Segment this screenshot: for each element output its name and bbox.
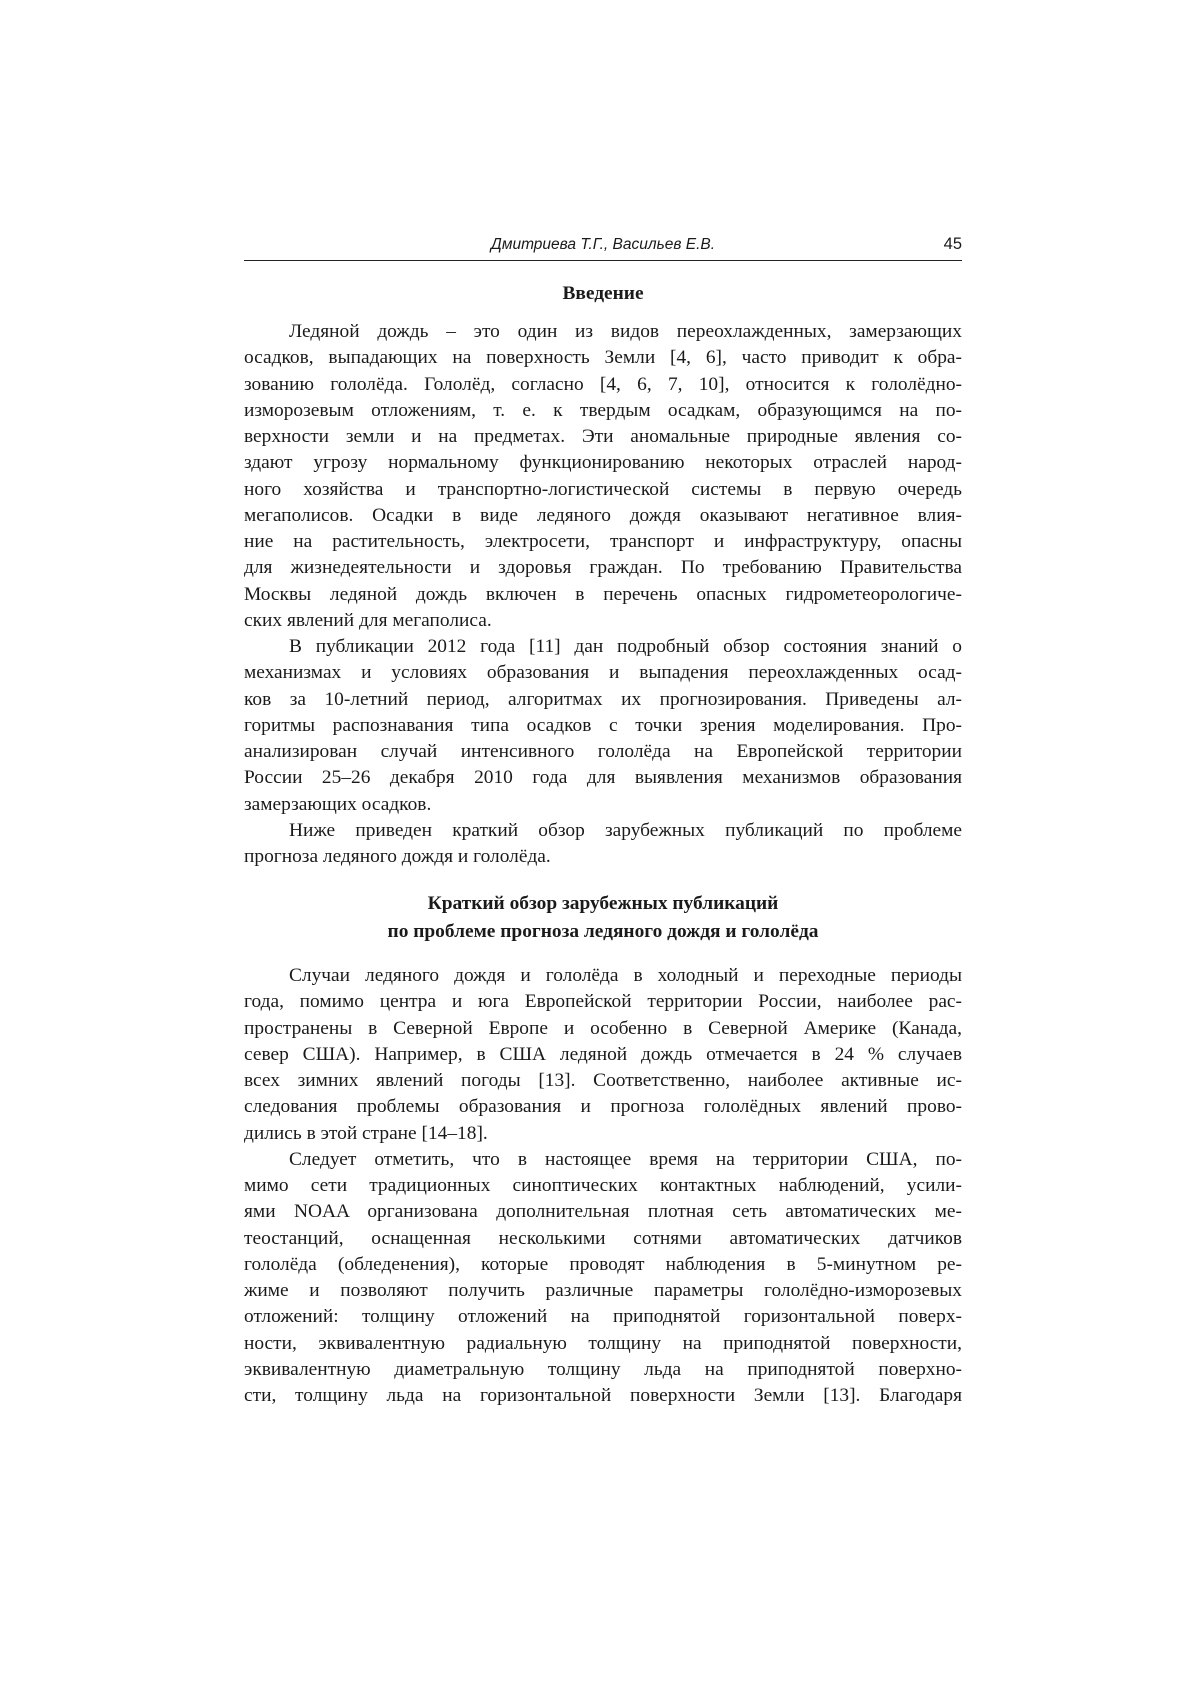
body-line: ских явлений для мегаполиса. bbox=[244, 609, 492, 631]
body-line: для жизнедеятельности и здоровья граждан. По требованию Правительства bbox=[244, 557, 962, 579]
body-line: теостанций, оснащенная несколькими сотнями автоматических датчиков bbox=[244, 1227, 962, 1249]
body-line: мимо сети традиционных синоптических контактных наблюдений, усили- bbox=[244, 1175, 962, 1196]
section-heading-review-line2: по проблеме прогноза ледяного дождя и гололёда bbox=[387, 921, 819, 942]
body-line: мегаполисов. Осадки в виде ледяного дождя оказывают негативное влия- bbox=[244, 504, 962, 526]
introduction-body bbox=[244, 319, 962, 870]
body-line: прогноза ледяного дождя и гололёда. bbox=[244, 846, 551, 867]
body-line: анализирован случай интенсивного гололёда на Европейской территории bbox=[244, 741, 962, 762]
body-line: жиме и позволяют получить различные параметры гололёдно-изморозевых bbox=[244, 1280, 962, 1301]
running-header bbox=[244, 234, 962, 261]
body-line: ями NOAA организована дополнительная плотная сеть автоматических ме- bbox=[244, 1201, 962, 1223]
running-header-authors: Дмитриева Т.Г., Васильев Е.В. bbox=[490, 236, 716, 253]
body-line: эквивалентную диаметральную толщину льда на приподнятой поверхно- bbox=[244, 1358, 962, 1380]
body-line: следования проблемы образования и прогноза гололёдных явлений прово- bbox=[244, 1096, 962, 1118]
body-line: механизмах и условиях образования и выпадения переохлажденных осад- bbox=[244, 662, 962, 684]
review-body bbox=[244, 963, 962, 1409]
body-line: осадков, выпадающих на поверхность Земли [4, 6], часто приводит к обра- bbox=[244, 347, 962, 369]
body-line: горитмы распознавания типа осадков с точки зрения моделирования. Про- bbox=[244, 714, 962, 736]
body-line: Ниже приведен краткий обзор зарубежных публикаций по проблеме bbox=[289, 819, 962, 841]
body-line: всех зимних явлений погоды [13]. Соответственно, наиболее активные ис- bbox=[244, 1070, 962, 1091]
body-line: гололёда (обледенения), которые проводят наблюдения в 5-минутном ре- bbox=[244, 1253, 962, 1275]
body-line: дились в этой стране [14–18]. bbox=[244, 1122, 488, 1144]
body-line: зованию гололёда. Гололёд, согласно [4, 6, 7, 10], относится к гололёдно- bbox=[244, 373, 962, 395]
section-introduction bbox=[244, 280, 962, 308]
section-heading-introduction: Введение bbox=[562, 283, 644, 304]
body-line: В публикации 2012 года [11] дан подробный обзор состояния знаний о bbox=[289, 636, 962, 657]
body-line: России 25–26 декабря 2010 года для выявления механизмов образования bbox=[244, 767, 962, 789]
body-line: ного хозяйства и транспортно-логистической системы в первую очередь bbox=[244, 478, 962, 500]
section-heading-review-line1: Краткий обзор зарубежных публикаций bbox=[427, 893, 779, 914]
body-line: изморозевым отложениям, т. е. к твердым осадкам, образующимся на по- bbox=[244, 399, 962, 421]
body-line: отложений: толщину отложений на приподнятой горизонтальной поверх- bbox=[244, 1306, 962, 1328]
body-line: Случаи ледяного дождя и гололёда в холодный и переходные периоды bbox=[289, 965, 962, 986]
body-line: ности, эквивалентную радиальную толщину на приподнятой поверхности, bbox=[244, 1332, 962, 1354]
page-number: 45 bbox=[943, 235, 962, 253]
body-line: ков за 10-летний период, алгоритмах их прогнозирования. Приведены ал- bbox=[244, 688, 962, 710]
body-line: года, помимо центра и юга Европейской территории России, наиболее рас- bbox=[244, 991, 962, 1013]
body-line: север США). Например, в США ледяной дождь отмечается в 24 % случаев bbox=[244, 1043, 962, 1065]
body-line: здают угрозу нормальному функционированию некоторых отраслей народ- bbox=[244, 452, 962, 474]
body-line: Ледяной дождь – это один из видов переохлажденных, замерзающих bbox=[289, 321, 962, 342]
body-line: замерзающих осадков. bbox=[244, 793, 432, 815]
body-line: ние на растительность, электросети, транспорт и инфраструктуру, опасны bbox=[244, 531, 962, 552]
body-line: сти, толщину льда на горизонтальной поверхности Земли [13]. Благодаря bbox=[244, 1385, 962, 1406]
body-line: Следует отметить, что в настоящее время на территории США, по- bbox=[289, 1148, 962, 1170]
body-line: верхности земли и на предметах. Эти аномальные природные явления со- bbox=[244, 426, 962, 447]
section-review bbox=[244, 890, 962, 946]
body-line: пространены в Северной Европе и особенно в Северной Америке (Канада, bbox=[244, 1017, 962, 1039]
body-line: Москвы ледяной дождь включен в перечень опасных гидрометеорологиче- bbox=[244, 583, 962, 605]
